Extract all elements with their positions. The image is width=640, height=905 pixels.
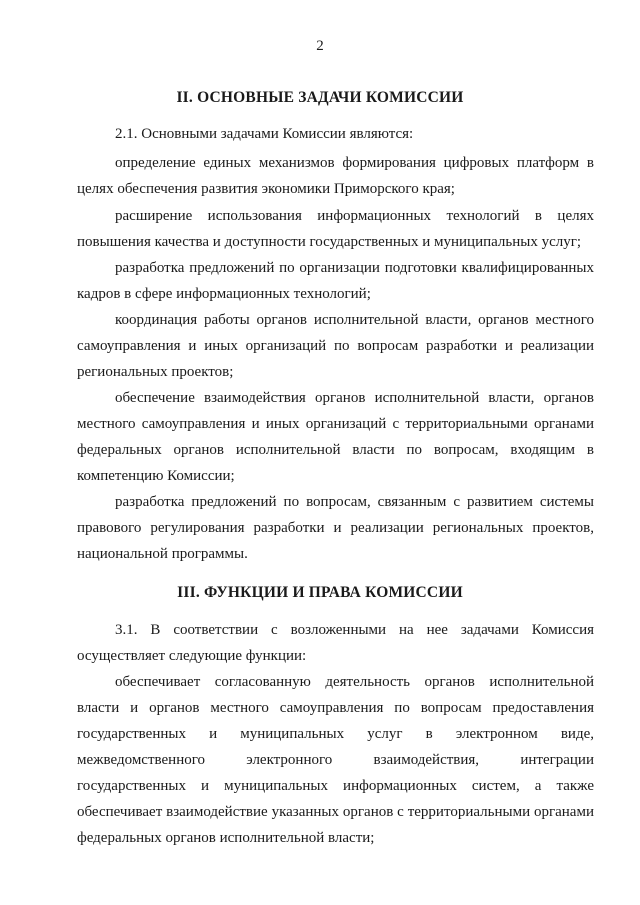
section-3-heading: III. ФУНКЦИИ И ПРАВА КОМИССИИ [177, 584, 463, 601]
paragraph-3-1-intro: 3.1. В соответствии с возложенными на нее задачами Комиссия осуществляет следующие функции: [77, 622, 594, 664]
paragraph-task-digital-platforms: определение единых механизмов формирования цифровых платформ в целях обеспечения развития экономики Приморского края; [77, 155, 594, 197]
page-number: 2 [316, 38, 324, 54]
paragraph-task-it-usage: расширение использования информационных технологий в целях повышения качества и доступности государственных и муниципальных услуг; [77, 208, 594, 250]
paragraph-function-coordination: обеспечивает согласованную деятельность органов исполнительной власти и органов местного самоуправления по вопросам предоставления государственных и муниципальных услуг в электронном виде, межведомственного электронного взаимодействия, интеграции государственных и муниципальных информационных систем, а также обеспечивает взаимодействие указанных органов с территориальными органами федеральных органов исполнительной власти; [77, 674, 594, 846]
paragraph-task-interaction: обеспечение взаимодействия органов исполнительной власти, органов местного самоуправления и иных организаций с территориальными органами федеральных органов исполнительной власти по вопросам, входящим в компетенцию Комиссии; [77, 390, 594, 484]
paragraph-2-1-intro: 2.1. Основными задачами Комиссии являются: [115, 126, 414, 142]
paragraph-task-coordination: координация работы органов исполнительной власти, органов местного самоуправления и иных организаций по вопросам разработки и реализации региональных проектов; [77, 312, 594, 380]
paragraph-task-legal-regulation: разработка предложений по вопросам, связанным с развитием системы правового регулирования разработки и реализации региональных проектов, национальной программы. [77, 494, 594, 562]
paragraph-task-personnel: разработка предложений по организации подготовки квалифицированных кадров в сфере информационных технологий; [77, 260, 594, 302]
section-2-heading: II. ОСНОВНЫЕ ЗАДАЧИ КОМИССИИ [176, 89, 464, 106]
